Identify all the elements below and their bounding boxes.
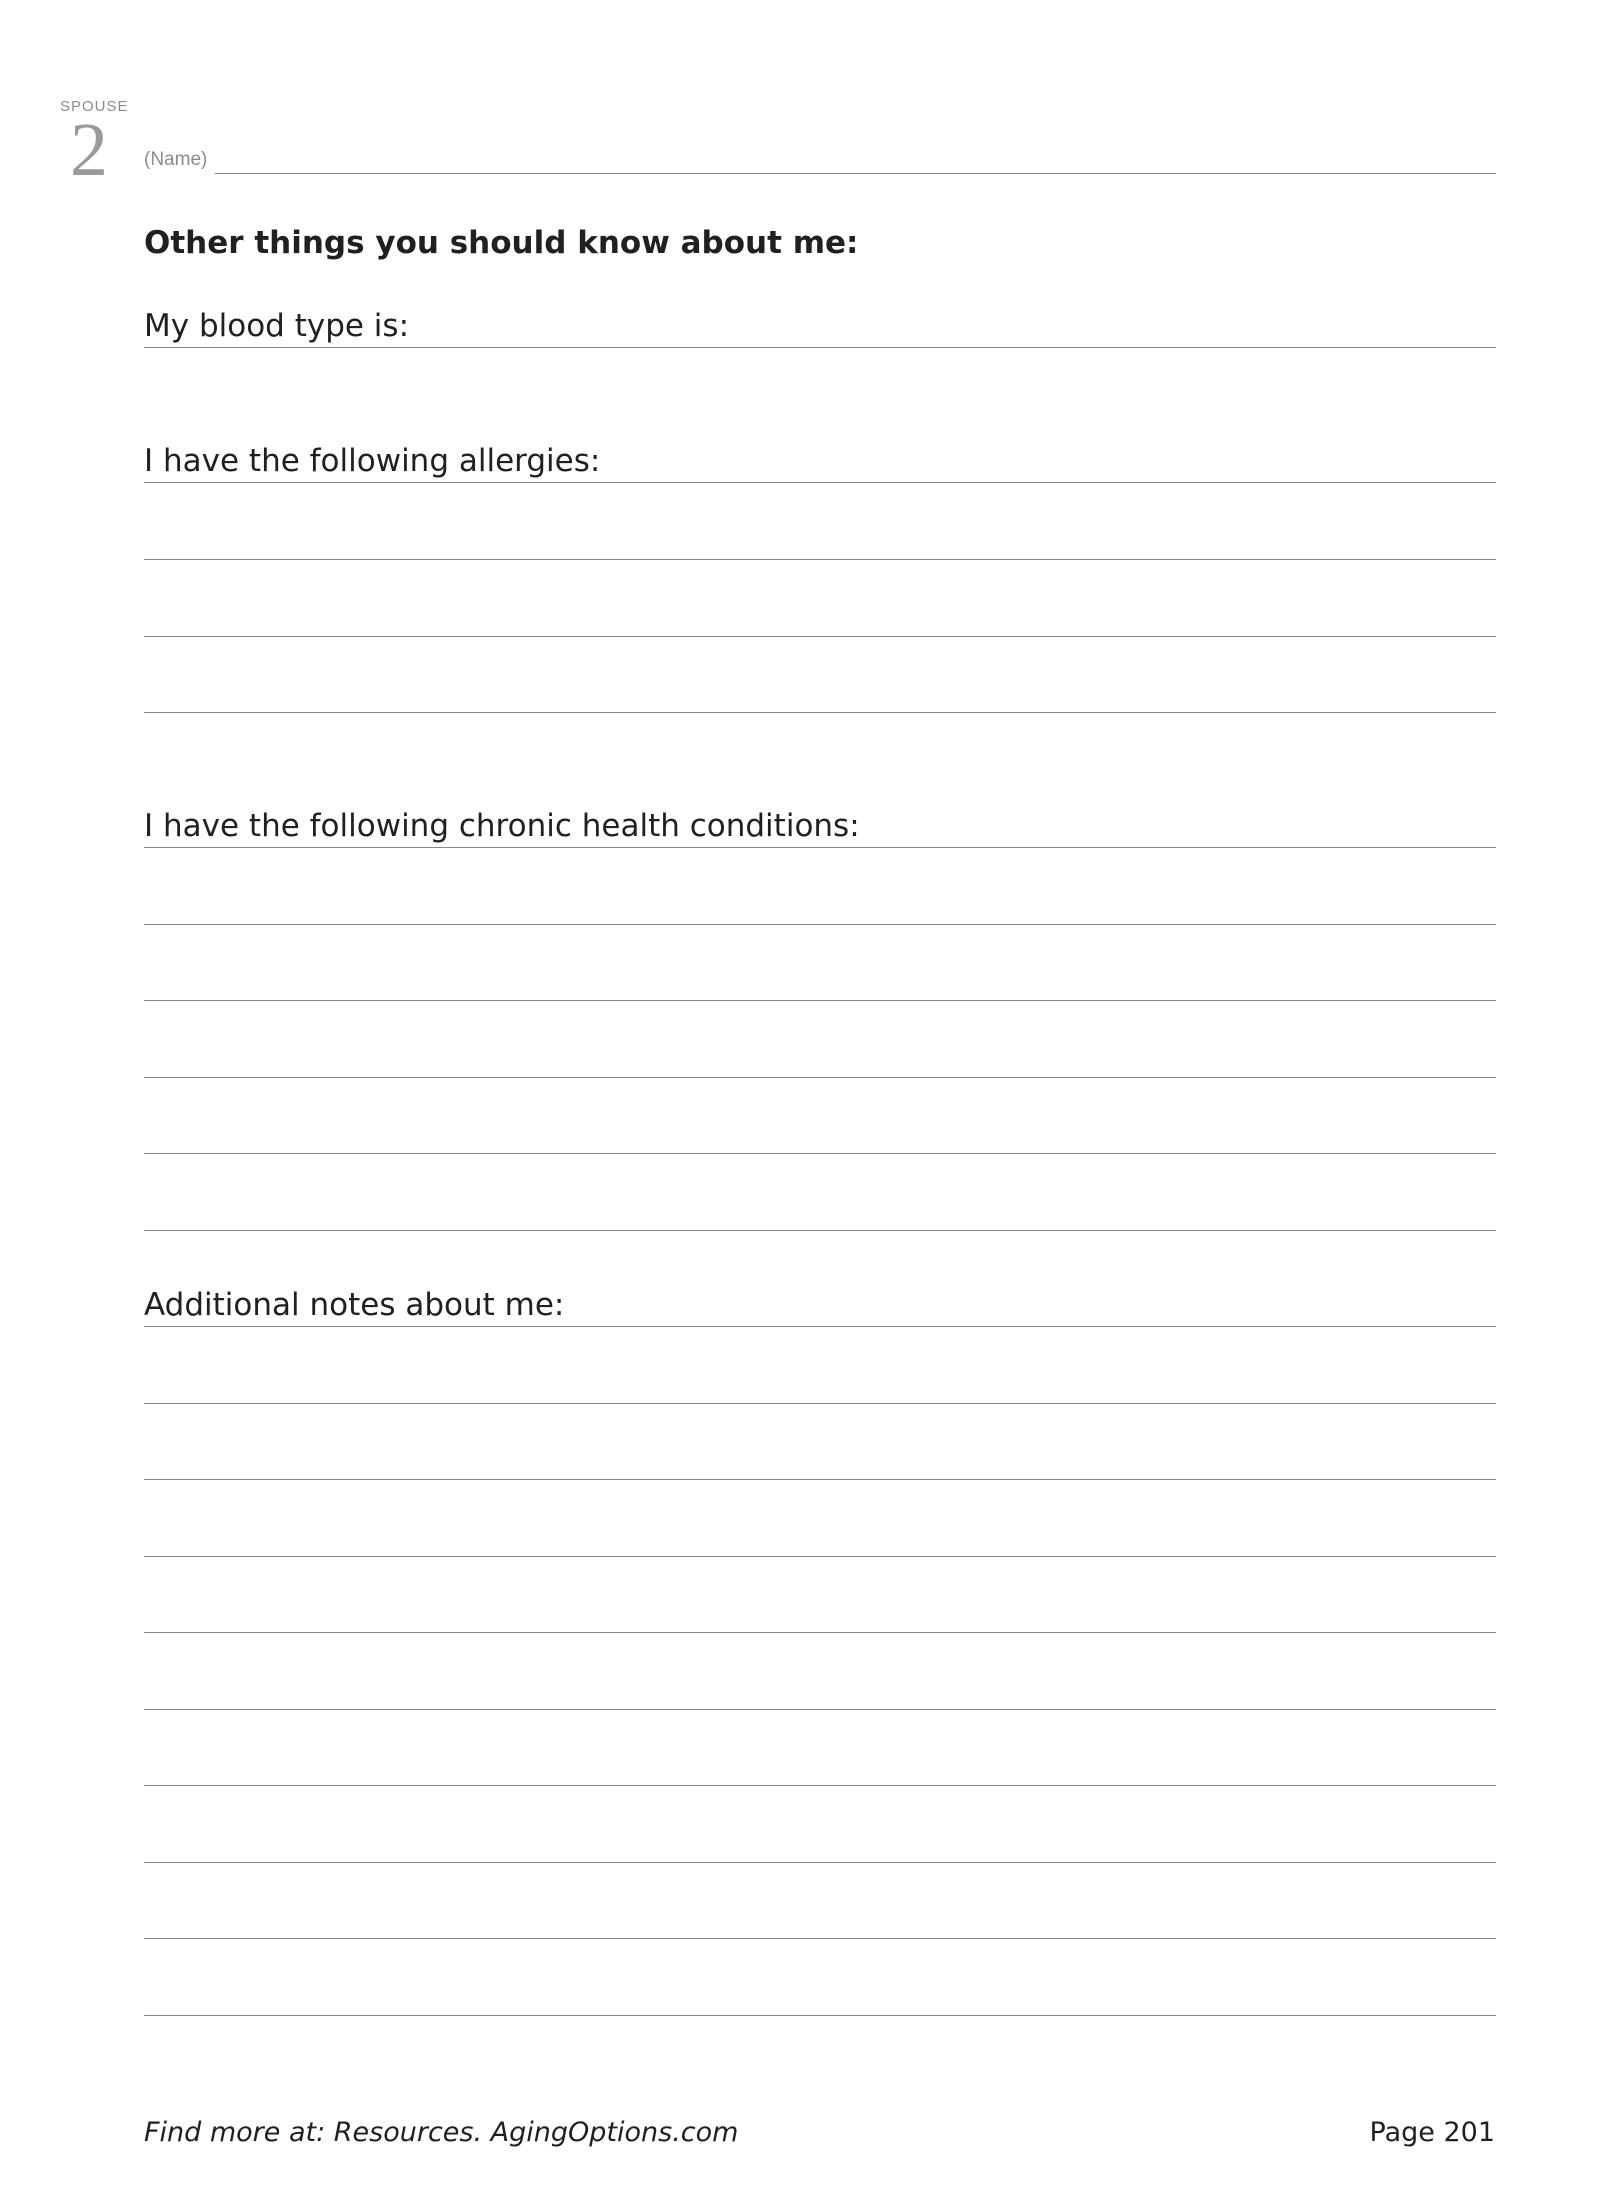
- allergies-line[interactable]: [144, 712, 1496, 713]
- additional-notes-line[interactable]: [144, 1709, 1496, 1710]
- additional-notes-line[interactable]: [144, 1862, 1496, 1863]
- additional-notes-line[interactable]: [144, 1479, 1496, 1480]
- chronic-conditions-line[interactable]: [144, 1230, 1496, 1231]
- additional-notes-line[interactable]: [144, 1403, 1496, 1404]
- additional-notes-label: Additional notes about me:: [144, 1287, 565, 1323]
- allergies-label: I have the following allergies:: [144, 443, 601, 479]
- blood-type-label: My blood type is:: [144, 308, 410, 344]
- chronic-conditions-line[interactable]: [144, 1077, 1496, 1078]
- additional-notes-line[interactable]: [144, 1785, 1496, 1786]
- page-number: Page 201: [1369, 2117, 1495, 2148]
- additional-notes-line[interactable]: [144, 1326, 1496, 1327]
- section-title: Other things you should know about me:: [144, 225, 859, 261]
- chronic-conditions-line[interactable]: [144, 924, 1496, 925]
- chronic-conditions-label: I have the following chronic health conditions:: [144, 808, 860, 844]
- allergies-line[interactable]: [144, 559, 1496, 560]
- blood-type-line[interactable]: [144, 347, 1496, 348]
- allergies-line[interactable]: [144, 636, 1496, 637]
- chronic-conditions-line[interactable]: [144, 1000, 1496, 1001]
- chronic-conditions-line[interactable]: [144, 1153, 1496, 1154]
- name-label: (Name): [144, 149, 208, 170]
- allergies-line[interactable]: [144, 482, 1496, 483]
- additional-notes-line[interactable]: [144, 1632, 1496, 1633]
- spouse-label: SPOUSE: [60, 98, 129, 115]
- additional-notes-line[interactable]: [144, 1556, 1496, 1557]
- additional-notes-line[interactable]: [144, 1938, 1496, 1939]
- footer-resources-text: Find more at: Resources. AgingOptions.com: [144, 2117, 739, 2148]
- chronic-conditions-line[interactable]: [144, 847, 1496, 848]
- additional-notes-line[interactable]: [144, 2015, 1496, 2016]
- name-field-line[interactable]: [215, 173, 1496, 174]
- spouse-number: 2: [70, 108, 108, 192]
